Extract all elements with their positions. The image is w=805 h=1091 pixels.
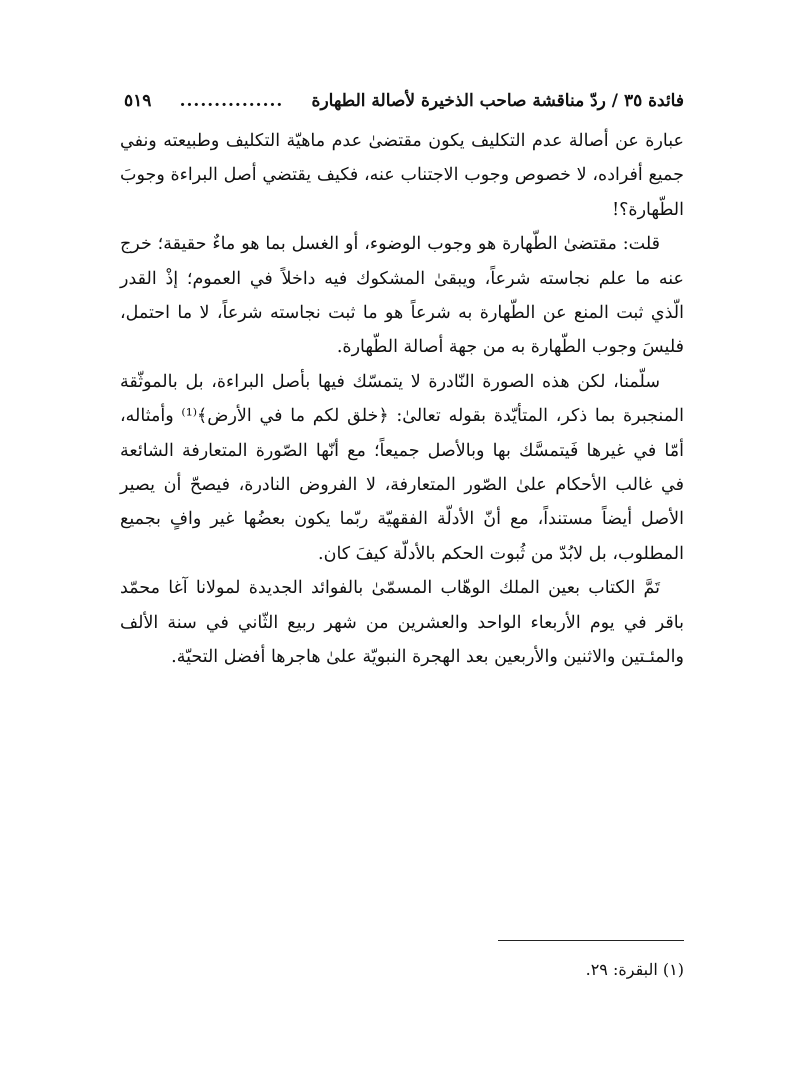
running-title: فائدة ٣٥ / ردّ مناقشة صاحب الذخيرة لأصالة الطهارة (311, 91, 684, 111)
running-header (124, 86, 684, 116)
page-number: ٥١٩ (124, 91, 152, 111)
leader-dots: ............... (179, 91, 284, 111)
paragraph: قلت: مقتضىٰ الطّهارة هو وجوب الوضوء، أو الغسل بما هو ماءٌ حقيقة؛ خرج عنه ما علم نجاسته شرعاً، ويبقىٰ المشكوك فيه داخلاً في العموم؛ إذْ القدر الّذي ثبت المنع عن الطّهارة به شرعاً هو ما ثبت نجاسته شرعاً، لا ما احتمل، فليسَ وجوب الطّهارة به من جهة أصالة الطّهارة. (120, 234, 684, 358)
paragraph: سلّمنا، لكن هذه الصورة النّادرة لا يتمسّك فيها بأصل البراءة، بل بالموثّقة المنجبرة بما ذكر، المتأيّدة بقوله تعالىٰ: ﴿خلق لكم ما في الأرض﴾⁽¹⁾ وأمثاله، أمّا في غيرها فَيتمسَّك بها وبالأصل جميعاً؛ مع أنّها الصّورة المتعارفة الشائعة في غالب الأحكام علىٰ الصّور المتعارفة، لا الفروض النادرة، فيصحّ أن يصير الأصل أيضاً مستنداً، مع أنّ الأدلّة الفقهيّة ربّما يكون بعضُها غير وافٍ بجميع المطلوب، بل لابُدّ من ثُبوت الحكم بالأدلّة كيفَ كان. (120, 371, 684, 564)
footnote: (١) البقرة: ٢٩. (585, 960, 684, 979)
paragraph: عبارة عن أصالة عدم التكليف يكون مقتضىٰ عدم ماهيّة التكليف وطبيعته ونفي جميع أفراده، لا خصوص وجوب الاجتناب عنه، فكيف يقتضي أصل البراءة وجوبَ الطّهارة؟! (120, 131, 684, 220)
paragraph: تَمَّ الكتاب بعين الملك الوهّاب المسمّىٰ بالفوائد الجديدة لمولانا آغا محمّد باقر في يوم الأربعاء الواحد والعشرين من شهر ربيع الثّاني في سنة الألف والمئـتين والاثنين والأربعين بعد الهجرة النبويّة علىٰ هاجرها أفضل التحيّة. (120, 578, 684, 668)
body-text (120, 124, 684, 675)
footnote-divider (498, 940, 684, 941)
